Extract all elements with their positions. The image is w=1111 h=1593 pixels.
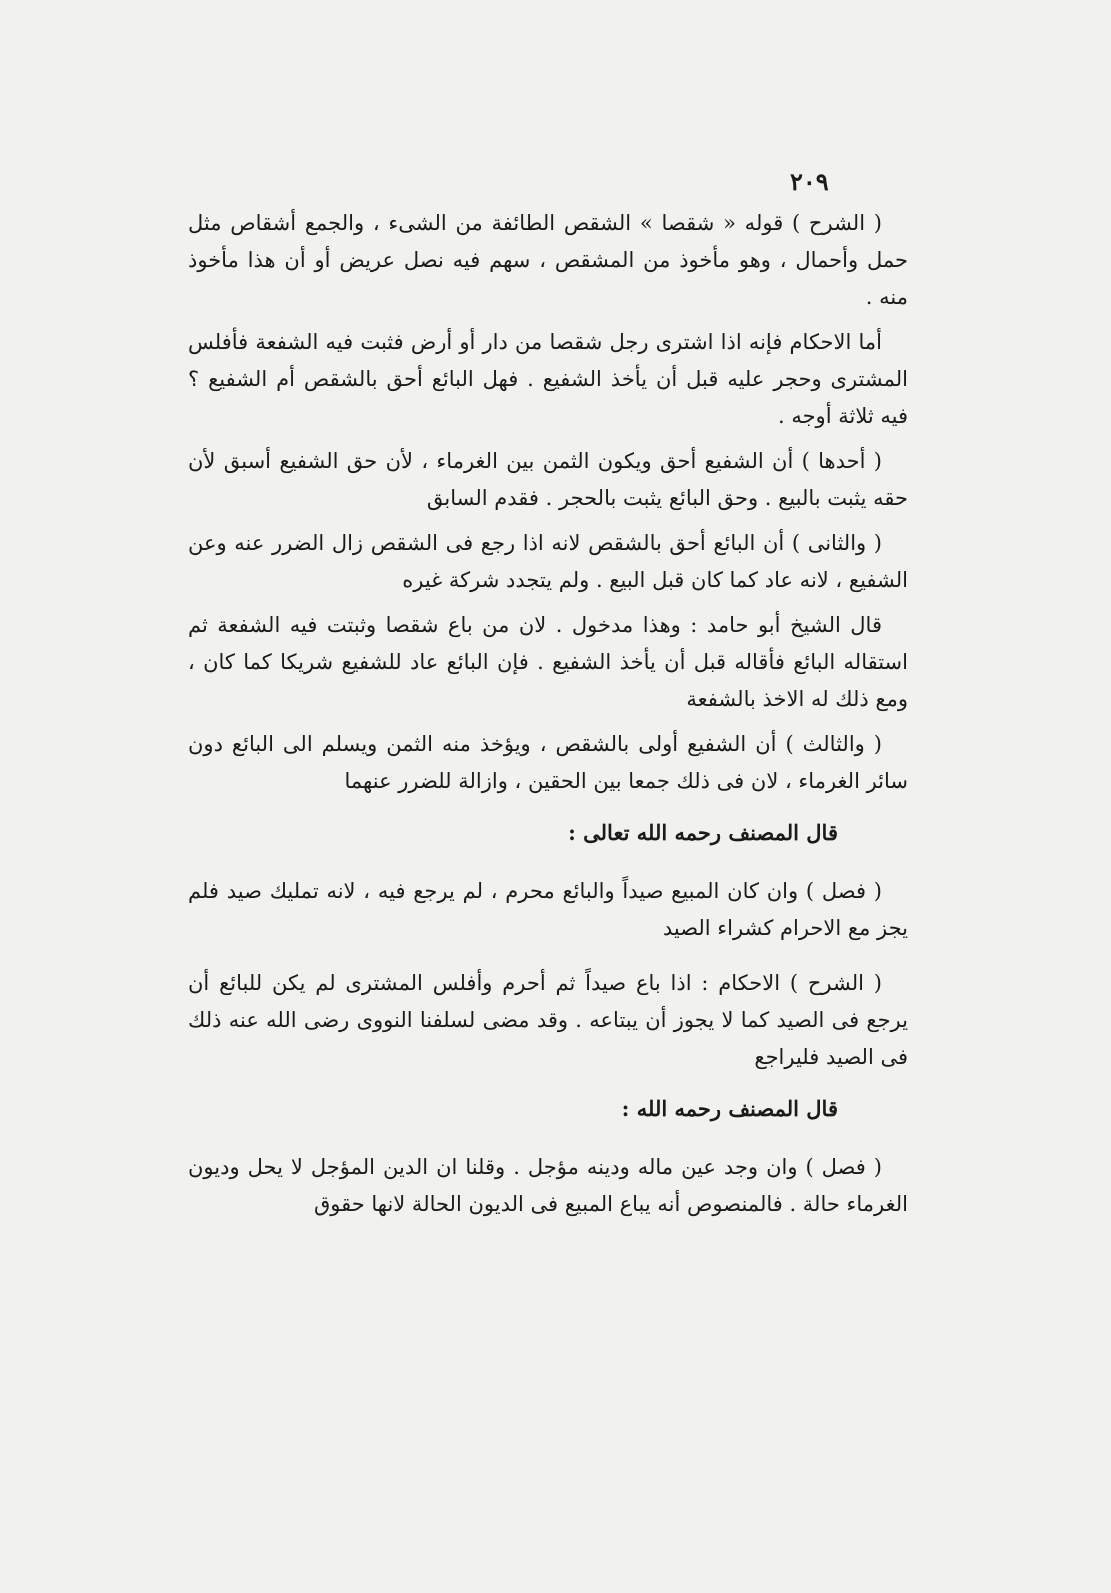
- paragraph: ( والثالث ) أن الشفيع أولى بالشقص ، ويؤخذ منه الثمن ويسلم الى البائع دون سائر الغرماء ، لان فى ذلك جمعا بين الحقين ، وازالة للضرر عنهما: [188, 732, 908, 793]
- section-heading: قال المصنف رحمه الله تعالى :: [568, 820, 838, 845]
- paragraph: ( الشرح ) قوله « شقصا » الشقص الطائفة من الشىء ، والجمع أشقاص مثل حمل وأحمال ، وهو مأخوذ من المشقص ، سهم فيه نصل عريض أو أن هذا مأخوذ منه .: [188, 211, 908, 309]
- paragraph: ( والثانى ) أن البائع أحق بالشقص لانه اذا رجع فى الشقص زال الضرر عنه وعن الشفيع ، لانه عاد كما كان قبل البيع . ولم يتجدد شركة غيره: [188, 531, 908, 592]
- paragraph: ( الشرح ) الاحكام : اذا باع صيداً ثم أحرم وأفلس المشترى لم يكن للبائع أن يرجع فى الصيد كما لا يجوز أن يبتاعه . وقد مضى لسلفنا النووى رضى الله عنه ذلك فى الصيد فليراجع: [188, 971, 908, 1069]
- paragraph: ( فصل ) وان وجد عين ماله ودينه مؤجل . وقلنا ان الدين المؤجل لا يحل وديون الغرماء حالة . فالمنصوص أنه يباع المبيع فى الديون الحالة لانها حقوق: [188, 1155, 908, 1216]
- paragraph: قال الشيخ أبو حامد : وهذا مدخول . لان من باع شقصا وثبتت فيه الشفعة ثم استقاله البائع فأقاله قبل أن يأخذ الشفيع . فإن البائع عاد للشفيع شريكا كما كان ، ومع ذلك له الاخذ بالشفعة: [188, 613, 908, 711]
- page-body: [188, 205, 908, 1231]
- paragraph: ( فصل ) وان كان المبيع صيداً والبائع محرم ، لم يرجع فيه ، لانه تمليك صيد فلم يجز مع الاحرام كشراء الصيد: [188, 879, 908, 940]
- page-number: ٢٠٩: [790, 167, 829, 196]
- paragraph: ( أحدها ) أن الشفيع أحق ويكون الثمن بين الغرماء ، لأن حق الشفيع أسبق لأن حقه يثبت بالبيع . وحق البائع يثبت بالحجر . فقدم السابق: [188, 449, 908, 510]
- paragraph: أما الاحكام فإنه اذا اشترى رجل شقصا من دار أو أرض فثبت فيه الشفعة فأفلس المشترى وحجر عليه قبل أن يأخذ الشفيع . فهل البائع أحق بالشقص أم الشفيع ؟ فيه ثلاثة أوجه .: [188, 330, 908, 428]
- section-heading: قال المصنف رحمه الله :: [621, 1096, 838, 1121]
